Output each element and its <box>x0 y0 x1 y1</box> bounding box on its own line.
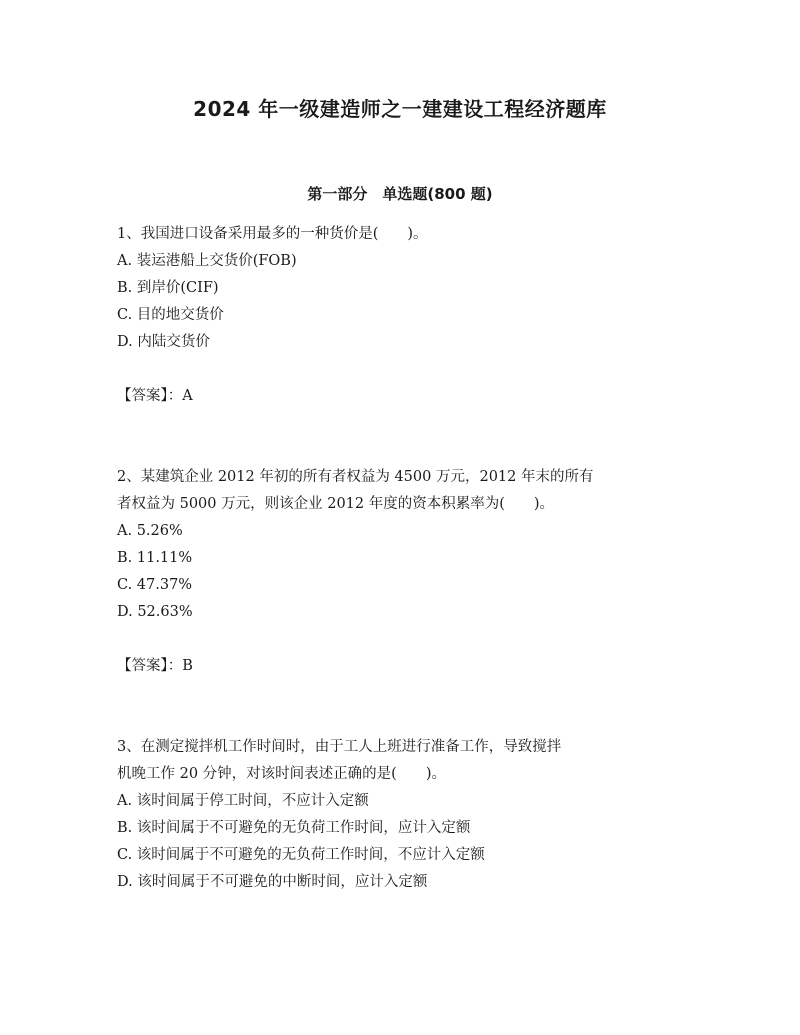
question-1 <box>117 221 697 410</box>
option-c: C. 该时间属于不可避免的无负荷工作时间，不应计入定额 <box>117 847 485 863</box>
question-stem: 1、我国进口设备采用最多的一种货价是( )。 <box>117 226 428 242</box>
option-b: B. 该时间属于不可避免的无负荷工作时间，应计入定额 <box>117 820 471 836</box>
option-d: D. 内陆交货价 <box>117 334 210 350</box>
option-d: D. 52.63% <box>117 604 193 620</box>
question-3 <box>117 734 697 896</box>
question-stem: 者权益为 5000 万元，则该企业 2012 年度的资本积累率为( )。 <box>117 496 555 512</box>
option-b: B. 11.11% <box>117 550 193 566</box>
spacer <box>117 410 697 464</box>
question-stem: 3、在测定搅拌机工作时间时，由于工人上班进行准备工作，导致搅拌 <box>117 739 562 755</box>
answer-label: 【答案】：B <box>117 658 193 674</box>
option-c: C. 目的地交货价 <box>117 307 224 323</box>
section-title: 第一部分 单选题(800 题) <box>307 185 493 203</box>
option-a: A. 5.26% <box>117 523 183 539</box>
option-a: A. 该时间属于停工时间，不应计入定额 <box>117 793 369 809</box>
question-stem: 2、某建筑企业 2012 年初的所有者权益为 4500 万元，2012 年末的所有 <box>117 469 594 485</box>
option-d: D. 该时间属于不可避免的中断时间，应计入定额 <box>117 874 428 890</box>
document-title: 2024 年一级建造师之一建建设工程经济题库 <box>193 97 607 121</box>
question-list <box>117 221 697 896</box>
answer-label: 【答案】：A <box>117 388 193 404</box>
question-2 <box>117 464 697 680</box>
question-stem: 机晚工作 20 分钟，对该时间表述正确的是( )。 <box>117 766 446 782</box>
option-a: A. 装运港船上交货价(FOB) <box>117 253 297 269</box>
option-b: B. 到岸价(CIF) <box>117 280 219 296</box>
option-c: C. 47.37% <box>117 577 193 593</box>
spacer <box>117 680 697 734</box>
